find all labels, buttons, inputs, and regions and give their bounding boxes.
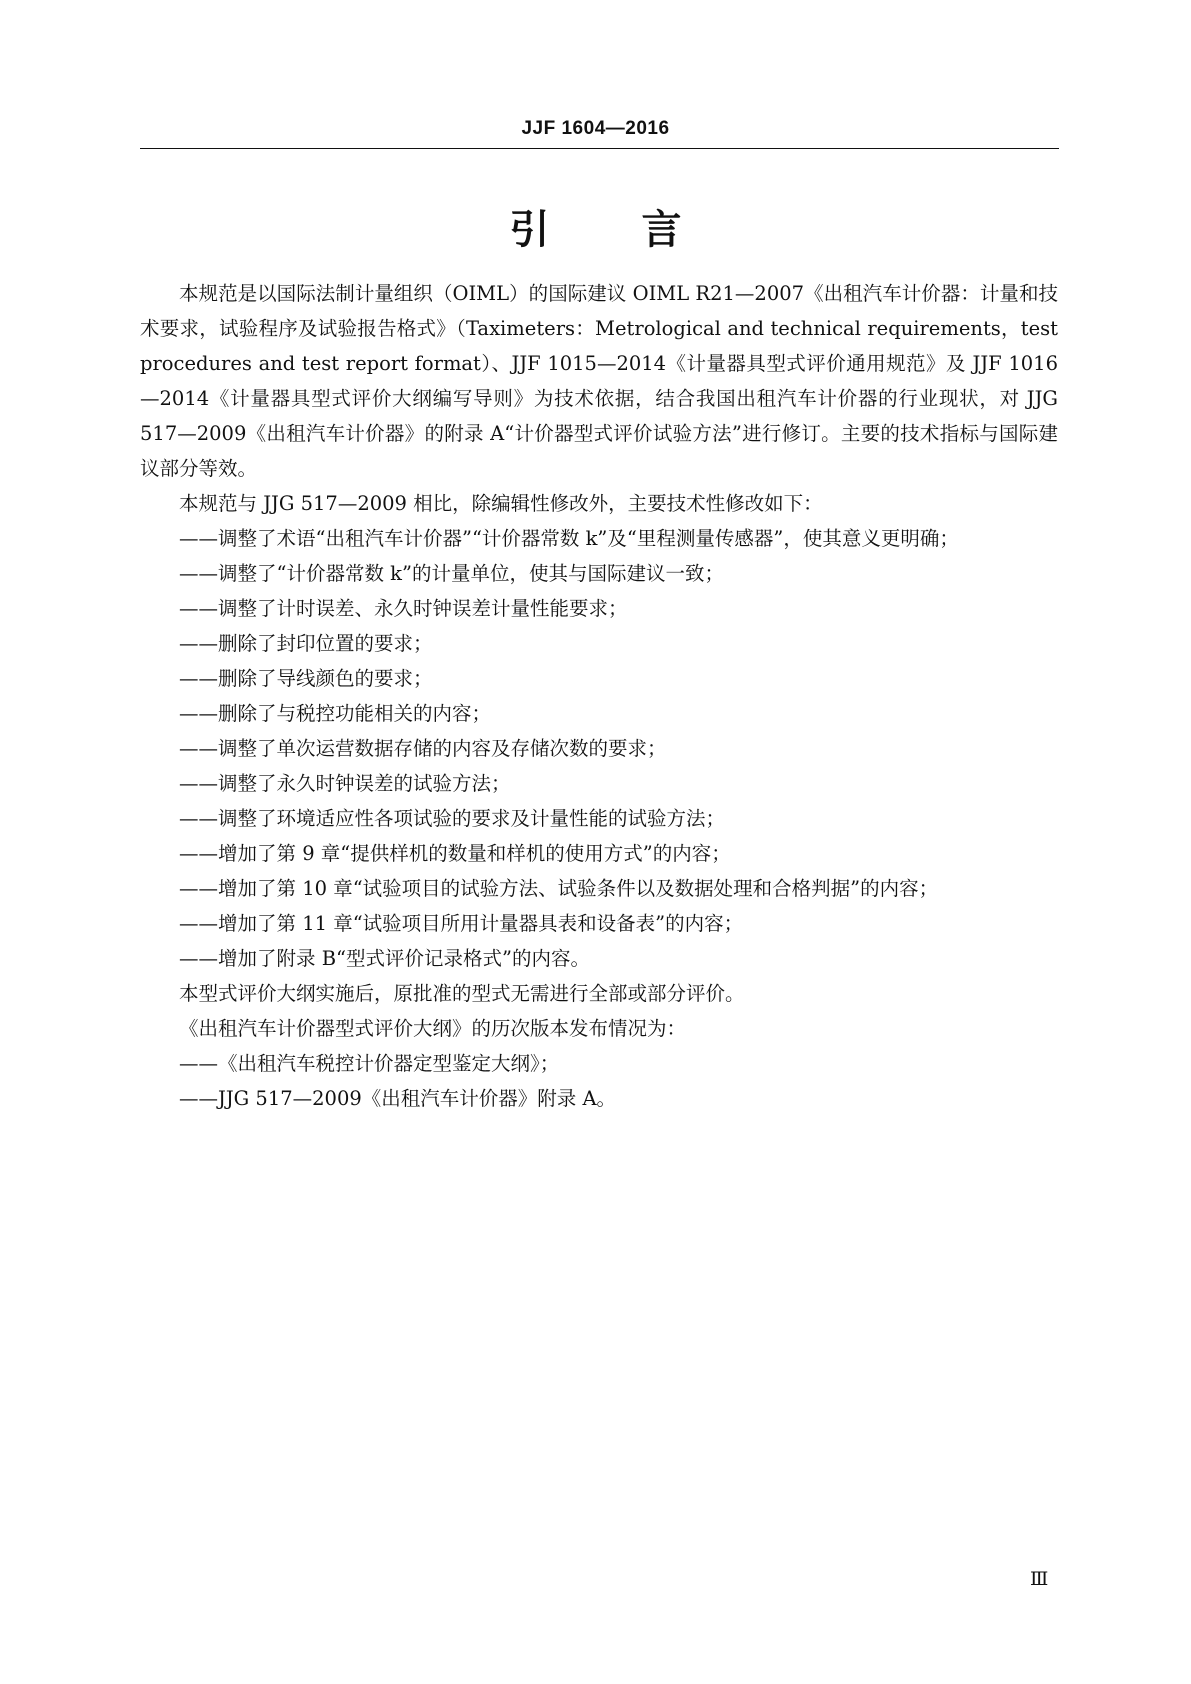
section-title: [0, 198, 1191, 255]
title-char-1: 引: [509, 207, 550, 253]
title-char-2: 言: [641, 207, 682, 253]
page-number: Ⅲ: [1030, 1568, 1049, 1590]
change-item: ——调整了永久时钟误差的试验方法；: [179, 772, 511, 795]
change-item: ——调整了环境适应性各项试验的要求及计量性能的试验方法；: [179, 807, 726, 830]
intro-paragraph: 本规范是以国际法制计量组织（OIML）的国际建议 OIML R21—2007《出租汽车计价器：计量和技术要求，试验程序及试验报告格式》（Taximeters：Metrological and technical requirements，test procedures and test report format）、JJF 1015—2014《计量器具型式评价通用规范》及 JJF 1016—2014《计量器具型式评价大纲编写导则》为技术依据，结合我国出租汽车计价器的行业现状，对 JJG 517—2009《出租汽车计价器》的附录 A“计价器型式评价试验方法”进行修订。主要的技术指标与国际建议部分等效。: [140, 282, 1058, 480]
doc-number-header: JJF 1604—2016: [521, 118, 670, 139]
history-item: ——《出租汽车税控计价器定型鉴定大纲》；: [179, 1052, 560, 1075]
change-item: ——增加了第 9 章“提供样机的数量和样机的使用方式”的内容；: [179, 842, 731, 865]
body-text: [140, 276, 1058, 1116]
closing-paragraph: 本型式评价大纲实施后，原批准的型式无需进行全部或部分评价。: [179, 982, 745, 1005]
change-item: ——调整了“计价器常数 k”的计量单位，使其与国际建议一致；: [179, 562, 724, 585]
change-item: ——增加了第 11 章“试验项目所用计量器具表和设备表”的内容；: [179, 912, 744, 935]
intro-paragraph: 本规范与 JJG 517—2009 相比，除编辑性修改外，主要技术性修改如下：: [179, 492, 823, 515]
history-item: ——JJG 517—2009《出租汽车计价器》附录 A。: [179, 1087, 617, 1110]
change-item: ——删除了与税控功能相关的内容；: [179, 702, 492, 725]
closing-paragraph: 《出租汽车计价器型式评价大纲》的历次版本发布情况为：: [179, 1017, 687, 1040]
change-item: ——删除了封印位置的要求；: [179, 632, 433, 655]
change-item: ——增加了附录 B“型式评价记录格式”的内容。: [179, 947, 590, 970]
change-item: ——调整了单次运营数据存储的内容及存储次数的要求；: [179, 737, 667, 760]
change-item: ——调整了计时误差、永久时钟误差计量性能要求；: [179, 597, 628, 620]
change-item: ——删除了导线颜色的要求；: [179, 667, 433, 690]
change-item: ——增加了第 10 章“试验项目的试验方法、试验条件以及数据处理和合格判据”的内容；: [179, 877, 939, 900]
change-item: ——调整了术语“出租汽车计价器”“计价器常数 k”及“里程测量传感器”，使其意义更明确；: [179, 527, 959, 550]
header-rule: [140, 148, 1059, 149]
